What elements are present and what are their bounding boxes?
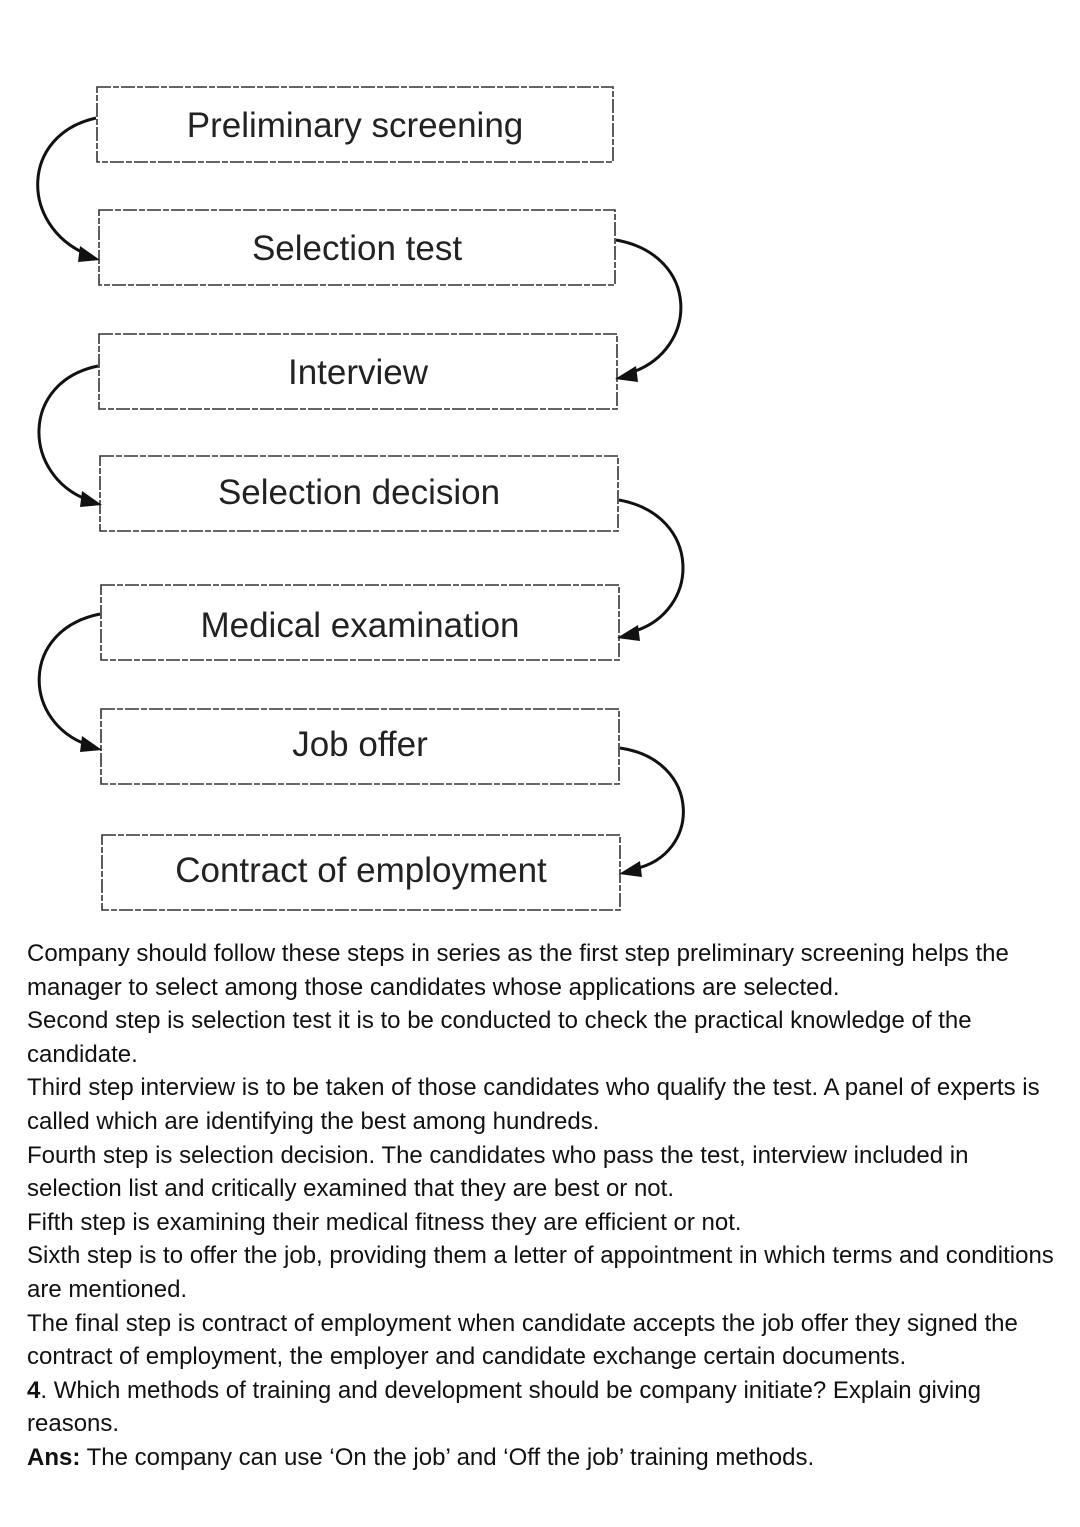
paragraph-second-step: Second step is selection test it is to be conducted to check the practical knowledge of the candidate. bbox=[27, 1007, 972, 1068]
arrow-3-to-4 bbox=[39, 366, 102, 507]
paragraph-fourth-step: Fourth step is selection decision. The candidates who pass the test, interview included in selection list and critically examined that they are best or not. bbox=[27, 1141, 969, 1203]
paragraph-intro: Company should follow these steps in series as the first step preliminary screening helps the manager to select among those candidates whose applications are selected. bbox=[27, 940, 1009, 1001]
step-box-selection-decision bbox=[100, 456, 618, 531]
step-box-contract-of-employment bbox=[102, 835, 620, 910]
arrow-4-to-5 bbox=[617, 500, 683, 641]
explanation-text bbox=[27, 937, 1057, 1475]
arrow-2-to-3 bbox=[615, 240, 681, 382]
step-label-selection-test: Selection test bbox=[251, 229, 463, 268]
arrow-5-to-6 bbox=[39, 614, 102, 752]
arrow-6-to-7 bbox=[619, 748, 683, 877]
answer-text: The company can use ‘On the job’ and ‘Off the job’ training methods. bbox=[80, 1443, 815, 1471]
step-box-preliminary-screening bbox=[97, 87, 613, 162]
step-box-interview bbox=[99, 334, 617, 409]
question bbox=[27, 1374, 1057, 1441]
step-label-interview: Interview bbox=[287, 353, 429, 392]
paragraph-fifth-step: Fifth step is examining their medical fitness they are efficient or not. bbox=[27, 1208, 742, 1236]
step-box-job-offer bbox=[101, 709, 619, 784]
step-label-preliminary-screening: Preliminary screening bbox=[186, 106, 524, 145]
step-label-job-offer: Job offer bbox=[292, 725, 428, 764]
step-label-selection-decision: Selection decision bbox=[217, 473, 501, 512]
arrow-1-to-2 bbox=[38, 118, 100, 262]
step-box-medical-examination bbox=[101, 585, 619, 660]
paragraph-final-step: The final step is contract of employment when candidate accepts the job offer they signed the contract of employment, the employer and candidate exchange certain documents. bbox=[27, 1309, 1018, 1371]
step-box-selection-test bbox=[99, 210, 615, 285]
paragraph-sixth-step: Sixth step is to offer the job, providing them a letter of appointment in which terms and conditions are mentioned. bbox=[27, 1242, 1054, 1303]
answer-label: Ans: bbox=[27, 1443, 81, 1471]
step-label-contract-of-employment: Contract of employment bbox=[175, 851, 547, 890]
step-label-medical-examination: Medical examination bbox=[200, 606, 520, 645]
answer bbox=[27, 1441, 1057, 1475]
question-text: . Which methods of training and development should be company initiate? Explain giving reasons. bbox=[27, 1376, 981, 1438]
paragraph-third-step: Third step interview is to be taken of those candidates who qualify the test. A panel of experts is called which are identifying the best among hundreds. bbox=[27, 1074, 1040, 1135]
question-number: 4 bbox=[27, 1376, 41, 1404]
